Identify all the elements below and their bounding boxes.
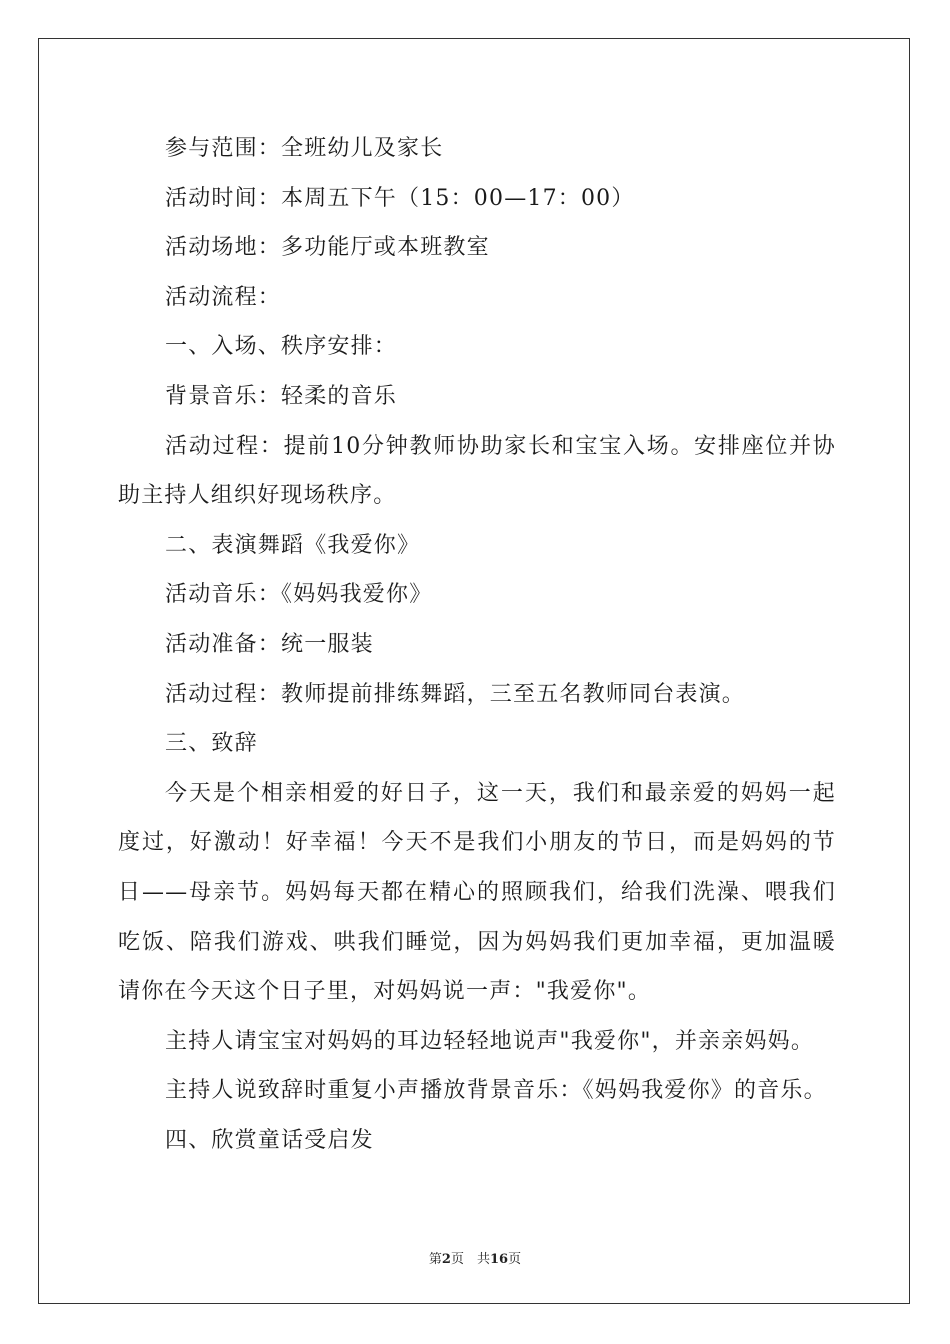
text-line: 主持人请宝宝对妈妈的耳边轻轻地说声"我爱你"，并亲亲妈妈。 <box>165 1028 815 1054</box>
text-line: 活动音乐：《妈妈我爱你》 <box>165 582 433 608</box>
section-heading: 一、入场、秩序安排： <box>165 334 398 360</box>
text-line: 活动流程： <box>165 284 282 310</box>
page-number-prefix: 第 <box>428 1252 442 1267</box>
section-heading: 四、欣赏童话受启发 <box>165 1127 374 1153</box>
page-number-current: 2 <box>441 1252 451 1267</box>
text-line: 活动过程：教师提前排练舞蹈，三至五名教师同台表演。 <box>165 681 746 707</box>
text-line: 活动场地：多功能厅或本班教室 <box>165 235 490 261</box>
page-number-suffix: 页 <box>508 1252 522 1267</box>
text-line: 参与范围：全班幼儿及家长 <box>165 136 444 161</box>
section-heading: 三、致辞 <box>165 731 258 757</box>
text-line: 活动准备：统一服装 <box>165 631 374 657</box>
section-heading: 二、表演舞蹈《我爱你》 <box>165 532 421 558</box>
page-footer <box>0 1248 950 1267</box>
document-body <box>118 124 836 1165</box>
text-line: 背景音乐：轻柔的音乐 <box>165 383 398 409</box>
page-number-mid: 页 共 <box>450 1252 490 1267</box>
page-number-total: 16 <box>489 1252 509 1267</box>
paragraph: 今天是个相亲相爱的好日子，这一天，我们和最亲爱的妈妈一起度过，好激动！好幸福！今天不是我们小朋友的节日，而是妈妈的节日——母亲节。妈妈每天都在精心的照顾我们，给我们洗澡、喂我们吃饭、陪我们游戏、哄我们睡觉，因为妈妈我们更加幸福，更加温暖请你在今天这个日子里，对妈妈说一声："我爱你"。 <box>118 780 836 1005</box>
paragraph: 活动过程：提前10分钟教师协助家长和宝宝入场。安排座位并协助主持人组织好现场秩序。 <box>118 433 836 509</box>
text-line: 活动时间：本周五下午（15：00—17：00） <box>165 185 635 211</box>
text-line: 主持人说致辞时重复小声播放背景音乐：《妈妈我爱你》的音乐。 <box>165 1078 827 1104</box>
